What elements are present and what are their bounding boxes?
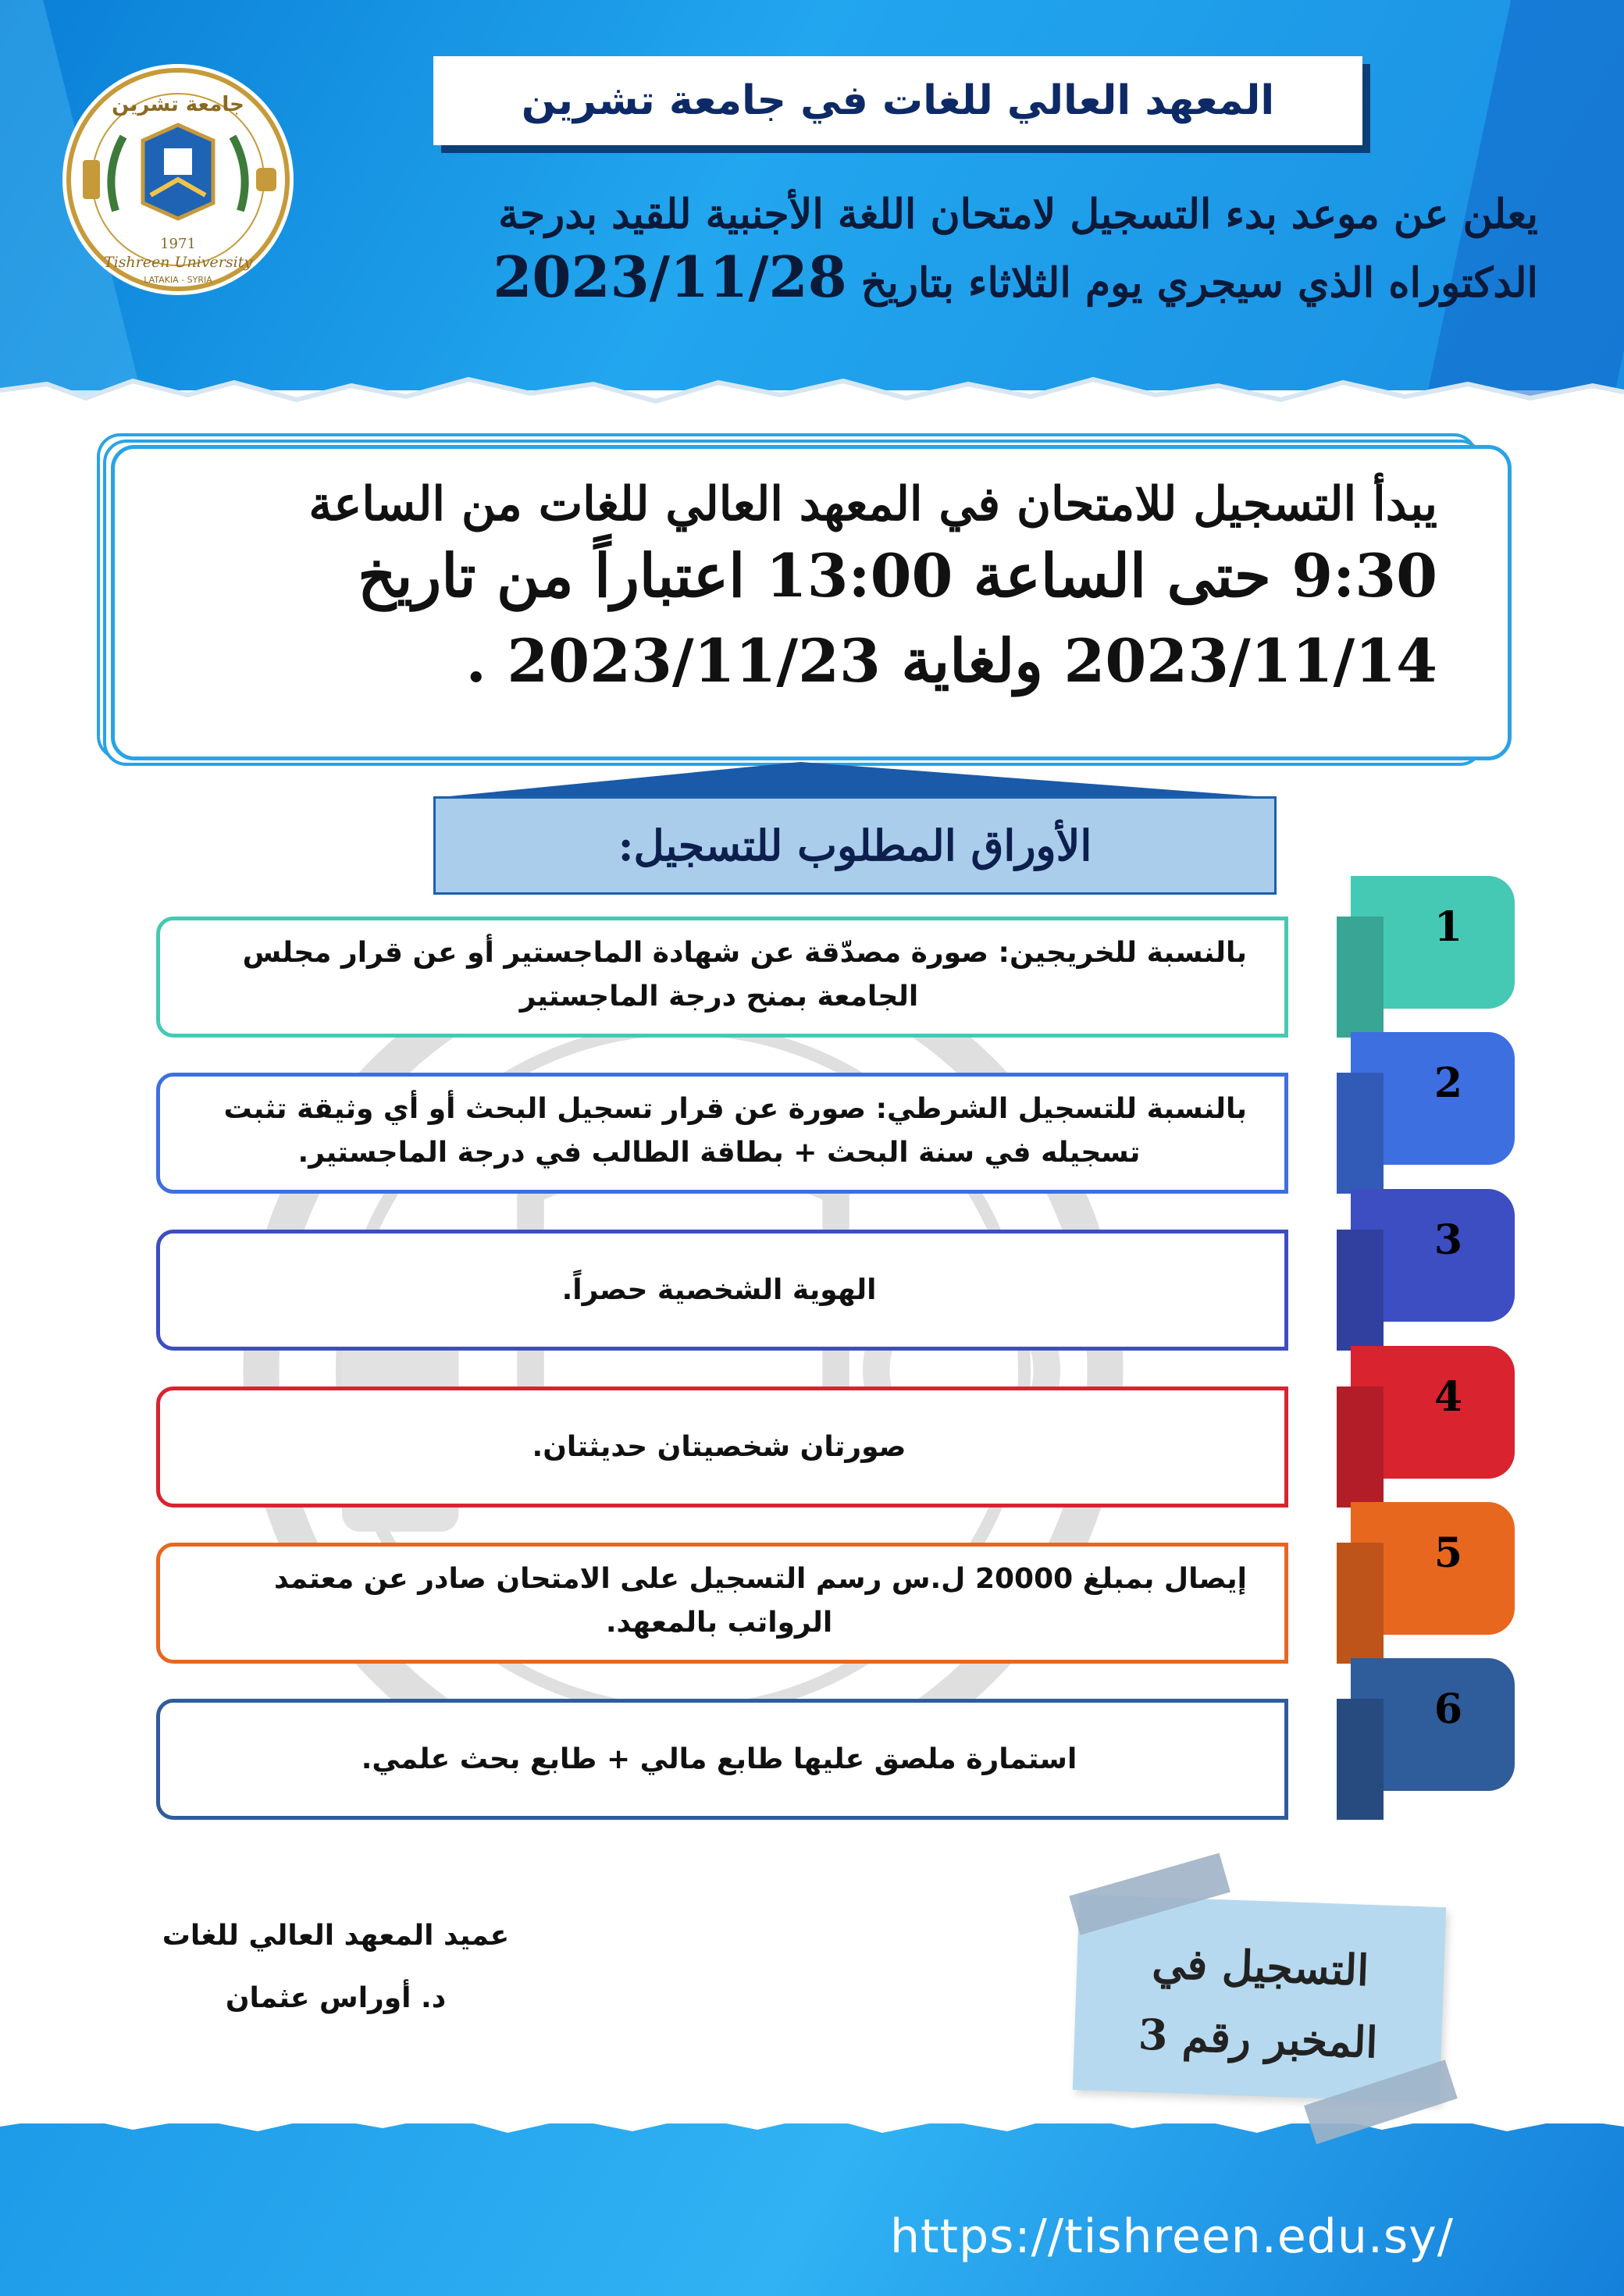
announcement-line-2: الدكتوراه الذي سيجري يوم الثلاثاء بتاريخ 2023/11/28 [493,244,1538,310]
item-number: 1 [1433,902,1463,951]
requirement-text-line-1: بالنسبة للتسجيل الشرطي: صورة عن قرار تسجيل البحث أو أي وثيقة تثبت [223,1093,1247,1125]
requirement-item [156,876,1515,1013]
requirement-card [156,1230,1288,1351]
registration-info-box [111,445,1512,760]
tishreen-university-logo [61,62,295,297]
svg-text:جامعة تشرين: جامعة تشرين [112,93,244,116]
institute-title-box [433,56,1362,145]
lab-note-card [1073,1895,1446,2102]
requirement-text-line-1: استمارة ملصق عليها طابع مالي + طابع بحث علمي. [361,1742,1077,1775]
requirement-text-line-2: الرواتب بالمعهد. [605,1607,833,1639]
requirement-item [156,1502,1515,1639]
requirement-card [156,917,1288,1038]
institute-title: المعهد العالي للغات في جامعة تشرين [521,77,1275,124]
note-line-1: التسجيل في [1151,1938,1370,1995]
item-number: 5 [1433,1529,1463,1577]
exam-date: 2023/11/28 [493,244,847,310]
svg-text:LATAKIA - SYRIA: LATAKIA - SYRIA [144,275,212,285]
requirement-card [156,1543,1288,1664]
item-number: 6 [1433,1685,1463,1733]
torn-paper-edge [0,367,1624,422]
requirement-item [156,1346,1515,1479]
requirement-card [156,1386,1288,1508]
requirement-card [156,1073,1288,1194]
requirement-item [156,1189,1515,1322]
item-number: 2 [1433,1059,1463,1107]
dean-signature [133,1905,539,2030]
requirement-text-line-1: صورتان شخصيتان حديثتان. [532,1430,906,1463]
papers-heading-cap [433,762,1277,798]
registration-line-1: يبدأ التسجيل للامتحان في المعهد العالي للغات من الساعة [308,477,1437,532]
registration-line-3: 2023/11/14 ولغاية 2023/11/23 . [465,626,1437,696]
website-link[interactable]: https://tishreen.edu.sy/ [890,2209,1454,2264]
requirement-item [156,1032,1515,1169]
requirement-text-line-1: بالنسبة للخريجين: صورة مصدّقة عن شهادة الماجستير أو عن قرار مجلس [242,937,1247,969]
note-line-2: المخبر رقم 3 [1137,2009,1379,2068]
item-number: 3 [1433,1216,1463,1264]
announcement-text [281,186,1538,317]
requirement-item [156,1658,1515,1791]
requirement-text-line-2: الجامعة بمنح درجة الماجستير [519,981,919,1013]
requirement-card [156,1699,1288,1820]
papers-title: الأوراق المطلوب للتسجيل: [618,821,1092,870]
requirement-text-line-1: إيصال بمبلغ 20000 ل.س رسم التسجيل على الامتحان صادر عن معتمد [274,1563,1247,1595]
dean-title: عميد المعهد العالي للغات [162,1920,510,1952]
dean-name: د. أوراس عثمان [225,1982,447,2014]
requirement-text-line-2: تسجيله في سنة البحث + بطاقة الطالب في درجة الماجستير. [297,1137,1141,1169]
svg-text:Tishreen University: Tishreen University [103,254,253,271]
item-number: 4 [1433,1372,1463,1421]
announcement-line-1: يعلن عن موعد بدء التسجيل لامتحان اللغة الأجنبية للقيد بدرجة [498,190,1538,238]
registration-line-2: 9:30 حتى الساعة 13:00 اعتباراً من تاريخ [358,541,1437,610]
svg-text:1971: 1971 [160,236,196,252]
requirement-text-line-1: الهوية الشخصية حصراً. [561,1273,877,1306]
